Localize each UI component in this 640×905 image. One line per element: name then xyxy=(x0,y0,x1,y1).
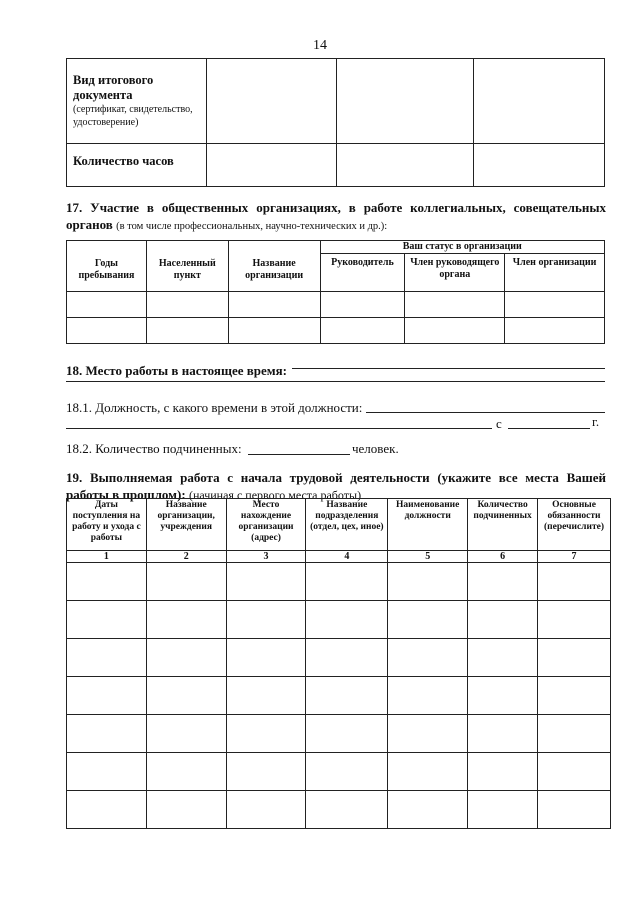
work-cell[interactable] xyxy=(306,677,388,715)
section-17-note: (в том числе профессиональных, научно-технических и др.): xyxy=(116,221,388,232)
work-cell[interactable] xyxy=(226,563,306,601)
org-cell[interactable] xyxy=(505,292,605,318)
position-since-field[interactable] xyxy=(508,428,590,429)
column-number: 1 xyxy=(67,551,147,563)
header-status: Ваш статус в организации xyxy=(320,241,604,254)
table-row xyxy=(67,563,611,601)
work-header-department: Название подразделения (отдел, цех, иное) xyxy=(306,499,388,551)
work-cell[interactable] xyxy=(468,715,538,753)
table-row xyxy=(67,677,611,715)
document-type-cell[interactable] xyxy=(206,59,336,144)
org-cell[interactable] xyxy=(228,292,320,318)
table-row xyxy=(67,601,611,639)
work-cell[interactable] xyxy=(226,639,306,677)
work-cell[interactable] xyxy=(226,677,306,715)
subordinates-label: 18.2. Количество подчиненных: xyxy=(66,441,242,456)
work-cell[interactable] xyxy=(468,563,538,601)
work-header-duties: Основные обязанности (перечислите) xyxy=(538,499,611,551)
work-cell[interactable] xyxy=(226,715,306,753)
header-member: Член организации xyxy=(505,254,605,292)
hours-cell[interactable] xyxy=(336,144,474,187)
document-type-title: Вид итогового документа xyxy=(73,73,154,102)
org-cell[interactable] xyxy=(146,318,228,344)
position-year-label: г. xyxy=(592,414,600,429)
hours-cell[interactable] xyxy=(206,144,336,187)
work-cell[interactable] xyxy=(538,601,611,639)
position-label: 18.1. Должность, с какого времени в этой должности: xyxy=(66,400,363,415)
org-cell[interactable] xyxy=(320,292,405,318)
work-cell[interactable] xyxy=(388,715,468,753)
work-cell[interactable] xyxy=(538,677,611,715)
org-cell[interactable] xyxy=(405,292,505,318)
subordinates-unit: человек. xyxy=(352,441,399,456)
org-cell[interactable] xyxy=(146,292,228,318)
work-cell[interactable] xyxy=(538,791,611,829)
work-cell[interactable] xyxy=(388,677,468,715)
work-cell[interactable] xyxy=(388,639,468,677)
column-number: 6 xyxy=(468,551,538,563)
work-header-subordinates: Количество подчиненных xyxy=(468,499,538,551)
work-cell[interactable] xyxy=(306,715,388,753)
column-number: 7 xyxy=(538,551,611,563)
document-type-hint: (сертификат, свидетельство, удостоверение) xyxy=(73,104,193,128)
work-cell[interactable] xyxy=(67,563,147,601)
work-header-address: Место нахождение организации (адрес) xyxy=(226,499,306,551)
work-cell[interactable] xyxy=(538,563,611,601)
position-from-label: с xyxy=(496,416,502,431)
work-cell[interactable] xyxy=(306,753,388,791)
org-cell[interactable] xyxy=(67,318,147,344)
work-cell[interactable] xyxy=(388,753,468,791)
org-cell[interactable] xyxy=(228,318,320,344)
work-cell[interactable] xyxy=(67,677,147,715)
work-cell[interactable] xyxy=(146,753,226,791)
section-18-title: 18. Место работы в настоящее время: xyxy=(66,363,287,378)
work-cell[interactable] xyxy=(468,791,538,829)
organizations-table xyxy=(66,240,605,344)
column-number: 5 xyxy=(388,551,468,563)
document-type-label xyxy=(67,59,207,144)
section-17-title xyxy=(66,199,606,235)
work-cell[interactable] xyxy=(226,791,306,829)
table-row xyxy=(67,639,611,677)
hours-label: Количество часов xyxy=(67,144,207,187)
work-header-position: Наименование должности xyxy=(388,499,468,551)
column-number: 3 xyxy=(226,551,306,563)
work-history-table xyxy=(66,498,611,829)
document-type-cell[interactable] xyxy=(474,59,605,144)
page-number: 14 xyxy=(313,38,327,53)
work-cell[interactable] xyxy=(306,563,388,601)
table-row xyxy=(67,791,611,829)
work-cell[interactable] xyxy=(226,753,306,791)
org-cell[interactable] xyxy=(320,318,405,344)
org-cell[interactable] xyxy=(505,318,605,344)
document-table xyxy=(66,58,605,187)
position-line-1[interactable] xyxy=(366,412,605,413)
work-cell[interactable] xyxy=(146,677,226,715)
work-cell[interactable] xyxy=(67,791,147,829)
work-header-org: Название организации, учреждения xyxy=(146,499,226,551)
work-cell[interactable] xyxy=(468,753,538,791)
workplace-line-2[interactable] xyxy=(66,381,605,382)
work-cell[interactable] xyxy=(388,601,468,639)
section-19-note: (начиная с первого места работы) xyxy=(188,488,362,502)
work-cell[interactable] xyxy=(306,639,388,677)
org-cell[interactable] xyxy=(67,292,147,318)
work-cell[interactable] xyxy=(226,601,306,639)
header-place: Населенный пункт xyxy=(146,241,228,292)
work-cell[interactable] xyxy=(468,601,538,639)
position-line-2[interactable] xyxy=(66,428,492,429)
header-years: Годы пребывания xyxy=(67,241,147,292)
column-number: 2 xyxy=(146,551,226,563)
hours-cell[interactable] xyxy=(474,144,605,187)
work-cell[interactable] xyxy=(67,715,147,753)
section-19-heading: 19. Выполняемая работа с начала трудовой деятельности (укажите все места Вашей работы в прошлом): xyxy=(66,470,606,502)
work-cell[interactable] xyxy=(146,791,226,829)
work-cell[interactable] xyxy=(146,715,226,753)
table-row xyxy=(67,753,611,791)
column-number: 4 xyxy=(306,551,388,563)
work-cell[interactable] xyxy=(146,639,226,677)
work-cell[interactable] xyxy=(538,639,611,677)
work-cell[interactable] xyxy=(306,601,388,639)
work-cell[interactable] xyxy=(67,753,147,791)
work-cell[interactable] xyxy=(67,601,147,639)
subordinates-field[interactable] xyxy=(248,454,350,455)
header-board: Член руководящего органа xyxy=(405,254,505,292)
work-cell[interactable] xyxy=(306,791,388,829)
section-17-heading: 17. Участие в общественных организациях, в работе коллегиальных, совещательных органов xyxy=(66,200,606,232)
table-row xyxy=(67,715,611,753)
work-cell[interactable] xyxy=(146,601,226,639)
document-type-cell[interactable] xyxy=(336,59,474,144)
header-org: Название организации xyxy=(228,241,320,292)
work-cell[interactable] xyxy=(146,563,226,601)
header-head: Руководитель xyxy=(320,254,405,292)
work-cell[interactable] xyxy=(538,715,611,753)
work-header-dates: Даты поступления на работу и ухода с работы xyxy=(67,499,147,551)
work-cell[interactable] xyxy=(388,791,468,829)
work-cell[interactable] xyxy=(538,753,611,791)
work-cell[interactable] xyxy=(67,639,147,677)
workplace-line-1[interactable] xyxy=(292,368,605,369)
work-cell[interactable] xyxy=(388,563,468,601)
org-cell[interactable] xyxy=(405,318,505,344)
work-cell[interactable] xyxy=(468,677,538,715)
work-cell[interactable] xyxy=(468,639,538,677)
